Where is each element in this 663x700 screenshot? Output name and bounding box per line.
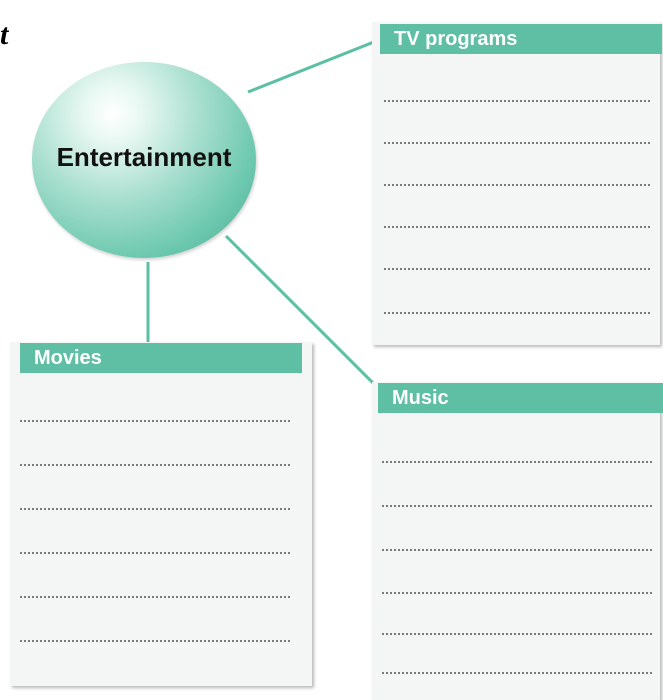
movies-write-line-6[interactable] <box>20 640 290 642</box>
tv-write-line-3[interactable] <box>384 184 650 186</box>
movies-write-line-4[interactable] <box>20 552 290 554</box>
music-write-line-2[interactable] <box>382 505 652 507</box>
tv-write-line-6[interactable] <box>384 312 650 314</box>
music-write-line-4[interactable] <box>382 592 652 594</box>
movies-write-line-2[interactable] <box>20 464 290 466</box>
movies-write-line-3[interactable] <box>20 508 290 510</box>
entertainment-label: Entertainment <box>56 142 232 172</box>
movies-write-line-5[interactable] <box>20 596 290 598</box>
tv-write-line-4[interactable] <box>384 226 650 228</box>
music-write-line-3[interactable] <box>382 549 652 551</box>
tv-write-line-5[interactable] <box>384 268 650 270</box>
tv-write-line-1[interactable] <box>384 100 650 102</box>
corner-letter: t <box>0 18 9 51</box>
music-box <box>372 382 660 700</box>
entertainment-bubble <box>32 62 256 258</box>
music-write-line-5[interactable] <box>382 633 652 635</box>
tv-programs-box <box>372 22 660 345</box>
movies-box <box>10 342 312 686</box>
music-header: Music <box>378 383 663 413</box>
tv-write-line-2[interactable] <box>384 142 650 144</box>
tv-programs-header: TV programs <box>380 24 662 54</box>
movies-header: Movies <box>20 343 302 373</box>
movies-write-line-1[interactable] <box>20 420 290 422</box>
connector-tv <box>248 38 384 92</box>
music-write-line-6[interactable] <box>382 672 652 674</box>
music-write-line-1[interactable] <box>382 461 652 463</box>
